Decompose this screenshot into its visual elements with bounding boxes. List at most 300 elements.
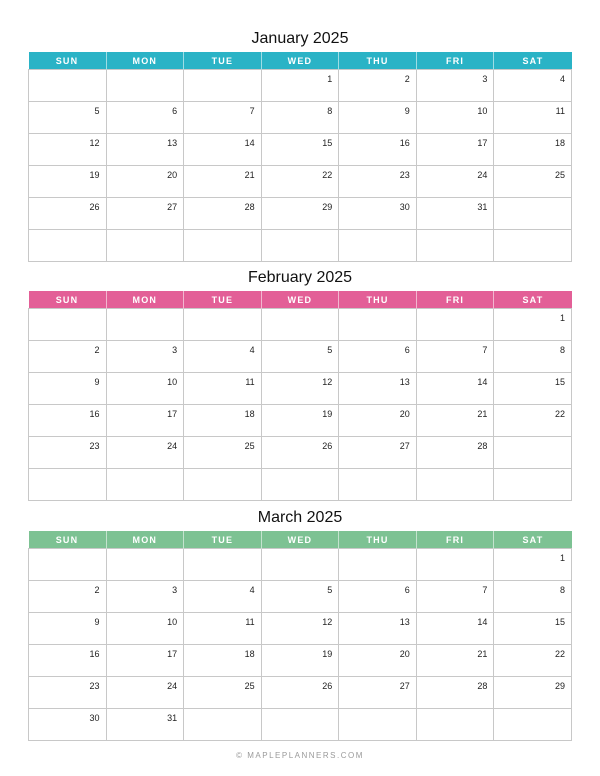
day-number: 25: [244, 441, 255, 451]
week-row: [29, 645, 572, 677]
weekday-header-row: [29, 52, 572, 70]
day-cell: [261, 230, 339, 262]
day-number: 25: [244, 681, 255, 691]
calendar-grid: [28, 291, 572, 501]
week-row: [29, 134, 572, 166]
day-number: 29: [554, 681, 565, 691]
day-number: 8: [559, 345, 565, 355]
day-cell: [261, 549, 339, 581]
weekday-header-row: [29, 291, 572, 309]
day-number: 13: [399, 377, 410, 387]
day-cell: [339, 469, 417, 501]
day-number: 23: [89, 681, 100, 691]
day-cell: [106, 102, 184, 134]
day-number: [339, 469, 416, 473]
month-title: February 2025: [247, 269, 353, 286]
day-cell: [339, 581, 417, 613]
day-cell: [29, 166, 107, 198]
day-number: [262, 230, 339, 234]
day-cell: [106, 613, 184, 645]
day-cell: [106, 405, 184, 437]
day-number: 7: [249, 106, 255, 116]
day-number: [494, 437, 571, 441]
day-number: 11: [245, 617, 255, 627]
day-number: 20: [399, 409, 410, 419]
day-number: 3: [482, 74, 488, 84]
day-cell: [106, 549, 184, 581]
day-number: 26: [322, 681, 333, 691]
weekday-sun: SUN: [55, 534, 79, 545]
day-number: [184, 230, 261, 234]
day-number: [262, 309, 339, 313]
weekday-mon: MON: [106, 52, 184, 70]
day-cell: [184, 341, 262, 373]
day-cell: [261, 469, 339, 501]
day-number: [262, 549, 339, 553]
day-number: [184, 469, 261, 473]
day-cell: [261, 613, 339, 645]
day-cell: [339, 405, 417, 437]
weekday-sat: SAT: [494, 291, 572, 309]
day-cell: [339, 709, 417, 741]
day-cell: [339, 373, 417, 405]
month-title: January 2025: [251, 30, 349, 47]
weekday-wed: WED: [261, 291, 339, 309]
day-cell: [261, 341, 339, 373]
day-cell: [261, 102, 339, 134]
day-cell: [106, 373, 184, 405]
day-cell: [261, 198, 339, 230]
day-number: 21: [244, 170, 255, 180]
day-cell: [184, 309, 262, 341]
week-row: [29, 309, 572, 341]
day-number: 27: [399, 441, 410, 451]
day-cell: [106, 581, 184, 613]
day-number: 31: [167, 713, 178, 723]
week-row: [29, 581, 572, 613]
day-cell: [494, 677, 572, 709]
day-number: 14: [477, 377, 488, 387]
day-number: 15: [554, 377, 565, 387]
day-number: [107, 230, 184, 234]
day-cell: [106, 198, 184, 230]
day-number: [262, 709, 339, 713]
day-cell: [29, 709, 107, 741]
weekday-header-row: [29, 531, 572, 549]
day-cell: [106, 309, 184, 341]
weekday-thu: THU: [339, 291, 417, 309]
day-cell: [339, 134, 417, 166]
day-number: [417, 309, 494, 313]
day-number: 26: [89, 202, 100, 212]
day-number: 5: [327, 585, 333, 595]
day-cell: [29, 549, 107, 581]
day-cell: [494, 166, 572, 198]
day-number: [494, 198, 571, 202]
day-cell: [494, 469, 572, 501]
weekday-tue: TUE: [184, 52, 262, 70]
day-number: 21: [477, 409, 488, 419]
day-number: 28: [244, 202, 255, 212]
week-row: [29, 373, 572, 405]
day-number: [107, 469, 184, 473]
day-cell: [261, 677, 339, 709]
day-number: 16: [89, 409, 100, 419]
day-number: 27: [399, 681, 410, 691]
day-cell: [494, 405, 572, 437]
day-number: 21: [477, 649, 488, 659]
day-number: 18: [244, 649, 255, 659]
day-cell: [494, 309, 572, 341]
day-cell: [29, 373, 107, 405]
day-number: 3: [172, 345, 178, 355]
day-cell: [494, 613, 572, 645]
weekday-tue: TUE: [184, 291, 262, 309]
day-cell: [339, 549, 417, 581]
day-cell: [416, 373, 494, 405]
day-cell: [261, 70, 339, 102]
day-number: 17: [167, 649, 178, 659]
day-cell: [339, 645, 417, 677]
day-number: [107, 549, 184, 553]
day-number: 29: [322, 202, 333, 212]
day-cell: [29, 613, 107, 645]
weekday-thu: THU: [339, 52, 417, 70]
day-cell: [416, 102, 494, 134]
day-number: 2: [404, 74, 410, 84]
day-number: 30: [399, 202, 410, 212]
day-cell: [106, 677, 184, 709]
day-number: [339, 549, 416, 553]
day-cell: [339, 102, 417, 134]
day-number: 20: [167, 170, 178, 180]
day-cell: [416, 581, 494, 613]
day-cell: [339, 437, 417, 469]
day-cell: [416, 437, 494, 469]
day-number: 13: [167, 138, 178, 148]
day-number: [107, 70, 184, 74]
day-cell: [106, 230, 184, 262]
day-cell: [184, 645, 262, 677]
day-number: [339, 230, 416, 234]
weekday-fri: FRI: [416, 531, 494, 549]
week-row: [29, 102, 572, 134]
day-cell: [494, 134, 572, 166]
day-cell: [416, 309, 494, 341]
day-cell: [29, 645, 107, 677]
day-cell: [416, 709, 494, 741]
day-cell: [184, 166, 262, 198]
day-cell: [416, 134, 494, 166]
day-cell: [184, 549, 262, 581]
day-cell: [29, 198, 107, 230]
day-number: 28: [477, 681, 488, 691]
week-row: [29, 677, 572, 709]
day-number: [184, 70, 261, 74]
day-number: 4: [559, 74, 565, 84]
month-title: March 2025: [257, 509, 343, 526]
day-number: [29, 230, 106, 234]
day-cell: [416, 549, 494, 581]
day-cell: [184, 230, 262, 262]
day-number: 19: [322, 409, 333, 419]
day-number: 18: [554, 138, 565, 148]
day-cell: [106, 70, 184, 102]
day-number: 10: [477, 106, 488, 116]
day-cell: [184, 677, 262, 709]
day-cell: [416, 341, 494, 373]
weekday-thu: THU: [339, 531, 417, 549]
day-number: 24: [477, 170, 488, 180]
day-number: [417, 230, 494, 234]
week-row: [29, 709, 572, 741]
day-number: 22: [322, 170, 333, 180]
day-cell: [184, 70, 262, 102]
day-cell: [339, 677, 417, 709]
day-number: [262, 469, 339, 473]
day-number: 1: [327, 74, 333, 84]
week-row: [29, 469, 572, 501]
day-cell: [261, 373, 339, 405]
day-number: 28: [477, 441, 488, 451]
day-cell: [106, 645, 184, 677]
day-cell: [106, 437, 184, 469]
weekday-fri: FRI: [416, 52, 494, 70]
day-number: 6: [404, 345, 410, 355]
day-number: 26: [322, 441, 333, 451]
day-number: 9: [404, 106, 410, 116]
day-number: [184, 309, 261, 313]
day-number: 23: [399, 170, 410, 180]
day-number: [107, 309, 184, 313]
day-number: [29, 309, 106, 313]
day-cell: [261, 437, 339, 469]
month-block-january: [28, 26, 572, 262]
weekday-mon: MON: [106, 291, 184, 309]
day-cell: [416, 405, 494, 437]
day-number: 15: [322, 138, 333, 148]
day-cell: [184, 469, 262, 501]
day-number: 1: [559, 313, 565, 323]
day-cell: [494, 70, 572, 102]
weekday-sun: SUN: [55, 55, 79, 66]
day-number: [29, 549, 106, 553]
day-number: 16: [399, 138, 410, 148]
day-cell: [494, 373, 572, 405]
weekday-wed: WED: [261, 52, 339, 70]
day-number: 5: [94, 106, 100, 116]
day-number: [29, 70, 106, 74]
month-block-march: [28, 505, 572, 741]
day-number: 11: [555, 106, 565, 116]
day-number: 1: [559, 553, 565, 563]
day-number: 19: [89, 170, 100, 180]
week-row: [29, 166, 572, 198]
day-number: 27: [167, 202, 178, 212]
day-cell: [494, 549, 572, 581]
day-cell: [184, 405, 262, 437]
day-number: 19: [322, 649, 333, 659]
day-cell: [261, 166, 339, 198]
day-cell: [494, 581, 572, 613]
day-number: 6: [172, 106, 178, 116]
day-cell: [29, 309, 107, 341]
day-cell: [106, 134, 184, 166]
day-cell: [494, 709, 572, 741]
day-cell: [29, 469, 107, 501]
day-cell: [106, 166, 184, 198]
day-cell: [494, 341, 572, 373]
day-number: [417, 709, 494, 713]
day-number: 13: [399, 617, 410, 627]
day-number: 8: [559, 585, 565, 595]
week-row: [29, 613, 572, 645]
day-number: 14: [244, 138, 255, 148]
footer-copyright: © MAPLEPLANNERS.COM: [236, 751, 364, 760]
day-cell: [339, 70, 417, 102]
day-number: 17: [167, 409, 178, 419]
day-number: [184, 549, 261, 553]
day-cell: [261, 405, 339, 437]
weekday-tue: TUE: [184, 531, 262, 549]
day-cell: [339, 230, 417, 262]
day-number: 12: [322, 377, 333, 387]
day-cell: [416, 677, 494, 709]
day-cell: [184, 709, 262, 741]
day-number: 24: [167, 681, 178, 691]
day-cell: [494, 645, 572, 677]
day-number: 17: [477, 138, 488, 148]
day-number: 8: [327, 106, 333, 116]
day-cell: [184, 102, 262, 134]
day-cell: [416, 70, 494, 102]
day-number: 22: [554, 649, 565, 659]
day-cell: [416, 469, 494, 501]
calendar-grid: [28, 531, 572, 741]
day-cell: [339, 166, 417, 198]
day-cell: [29, 581, 107, 613]
day-number: [339, 709, 416, 713]
day-number: 9: [94, 617, 100, 627]
day-cell: [184, 198, 262, 230]
day-number: 2: [94, 585, 100, 595]
week-row: [29, 405, 572, 437]
day-cell: [416, 230, 494, 262]
day-cell: [339, 613, 417, 645]
day-number: 18: [244, 409, 255, 419]
day-cell: [494, 437, 572, 469]
day-number: 23: [89, 441, 100, 451]
day-number: [494, 230, 571, 234]
day-cell: [261, 581, 339, 613]
day-cell: [416, 613, 494, 645]
calendar-grid: [28, 52, 572, 262]
day-cell: [416, 166, 494, 198]
day-number: 30: [89, 713, 100, 723]
day-number: 9: [94, 377, 100, 387]
day-number: 12: [322, 617, 333, 627]
day-number: 3: [172, 585, 178, 595]
day-cell: [416, 198, 494, 230]
day-number: [417, 549, 494, 553]
day-cell: [184, 373, 262, 405]
day-number: 11: [245, 377, 255, 387]
day-cell: [184, 134, 262, 166]
weekday-sat: SAT: [494, 52, 572, 70]
day-cell: [29, 677, 107, 709]
month-block-february: [28, 265, 572, 501]
weekday-wed: WED: [261, 531, 339, 549]
day-cell: [106, 709, 184, 741]
day-number: 22: [554, 409, 565, 419]
day-cell: [106, 469, 184, 501]
day-cell: [261, 309, 339, 341]
week-row: [29, 198, 572, 230]
day-number: 31: [477, 202, 488, 212]
day-number: 2: [94, 345, 100, 355]
day-number: 4: [249, 345, 255, 355]
day-cell: [339, 309, 417, 341]
day-cell: [184, 581, 262, 613]
day-cell: [184, 437, 262, 469]
week-row: [29, 230, 572, 262]
day-number: 4: [249, 585, 255, 595]
day-cell: [261, 645, 339, 677]
week-row: [29, 549, 572, 581]
day-cell: [29, 437, 107, 469]
day-cell: [261, 134, 339, 166]
day-number: [339, 309, 416, 313]
day-cell: [184, 613, 262, 645]
day-number: 5: [327, 345, 333, 355]
day-cell: [29, 405, 107, 437]
week-row: [29, 70, 572, 102]
day-cell: [29, 134, 107, 166]
weekday-fri: FRI: [416, 291, 494, 309]
day-number: [417, 469, 494, 473]
day-cell: [29, 341, 107, 373]
day-cell: [29, 70, 107, 102]
day-cell: [339, 198, 417, 230]
day-cell: [106, 341, 184, 373]
day-number: 7: [482, 585, 488, 595]
day-number: 15: [554, 617, 565, 627]
day-number: 14: [477, 617, 488, 627]
day-number: 10: [167, 377, 178, 387]
day-number: 20: [399, 649, 410, 659]
day-number: 10: [167, 617, 178, 627]
day-cell: [494, 198, 572, 230]
week-row: [29, 437, 572, 469]
day-number: 7: [482, 345, 488, 355]
day-number: 25: [554, 170, 565, 180]
day-cell: [494, 102, 572, 134]
day-number: 16: [89, 649, 100, 659]
day-cell: [339, 341, 417, 373]
day-number: [29, 469, 106, 473]
day-number: 6: [404, 585, 410, 595]
day-cell: [29, 230, 107, 262]
day-number: [184, 709, 261, 713]
day-cell: [261, 709, 339, 741]
day-cell: [29, 102, 107, 134]
day-number: [494, 469, 571, 473]
weekday-sat: SAT: [494, 531, 572, 549]
day-cell: [494, 230, 572, 262]
day-number: [494, 709, 571, 713]
day-cell: [416, 645, 494, 677]
day-number: 24: [167, 441, 178, 451]
